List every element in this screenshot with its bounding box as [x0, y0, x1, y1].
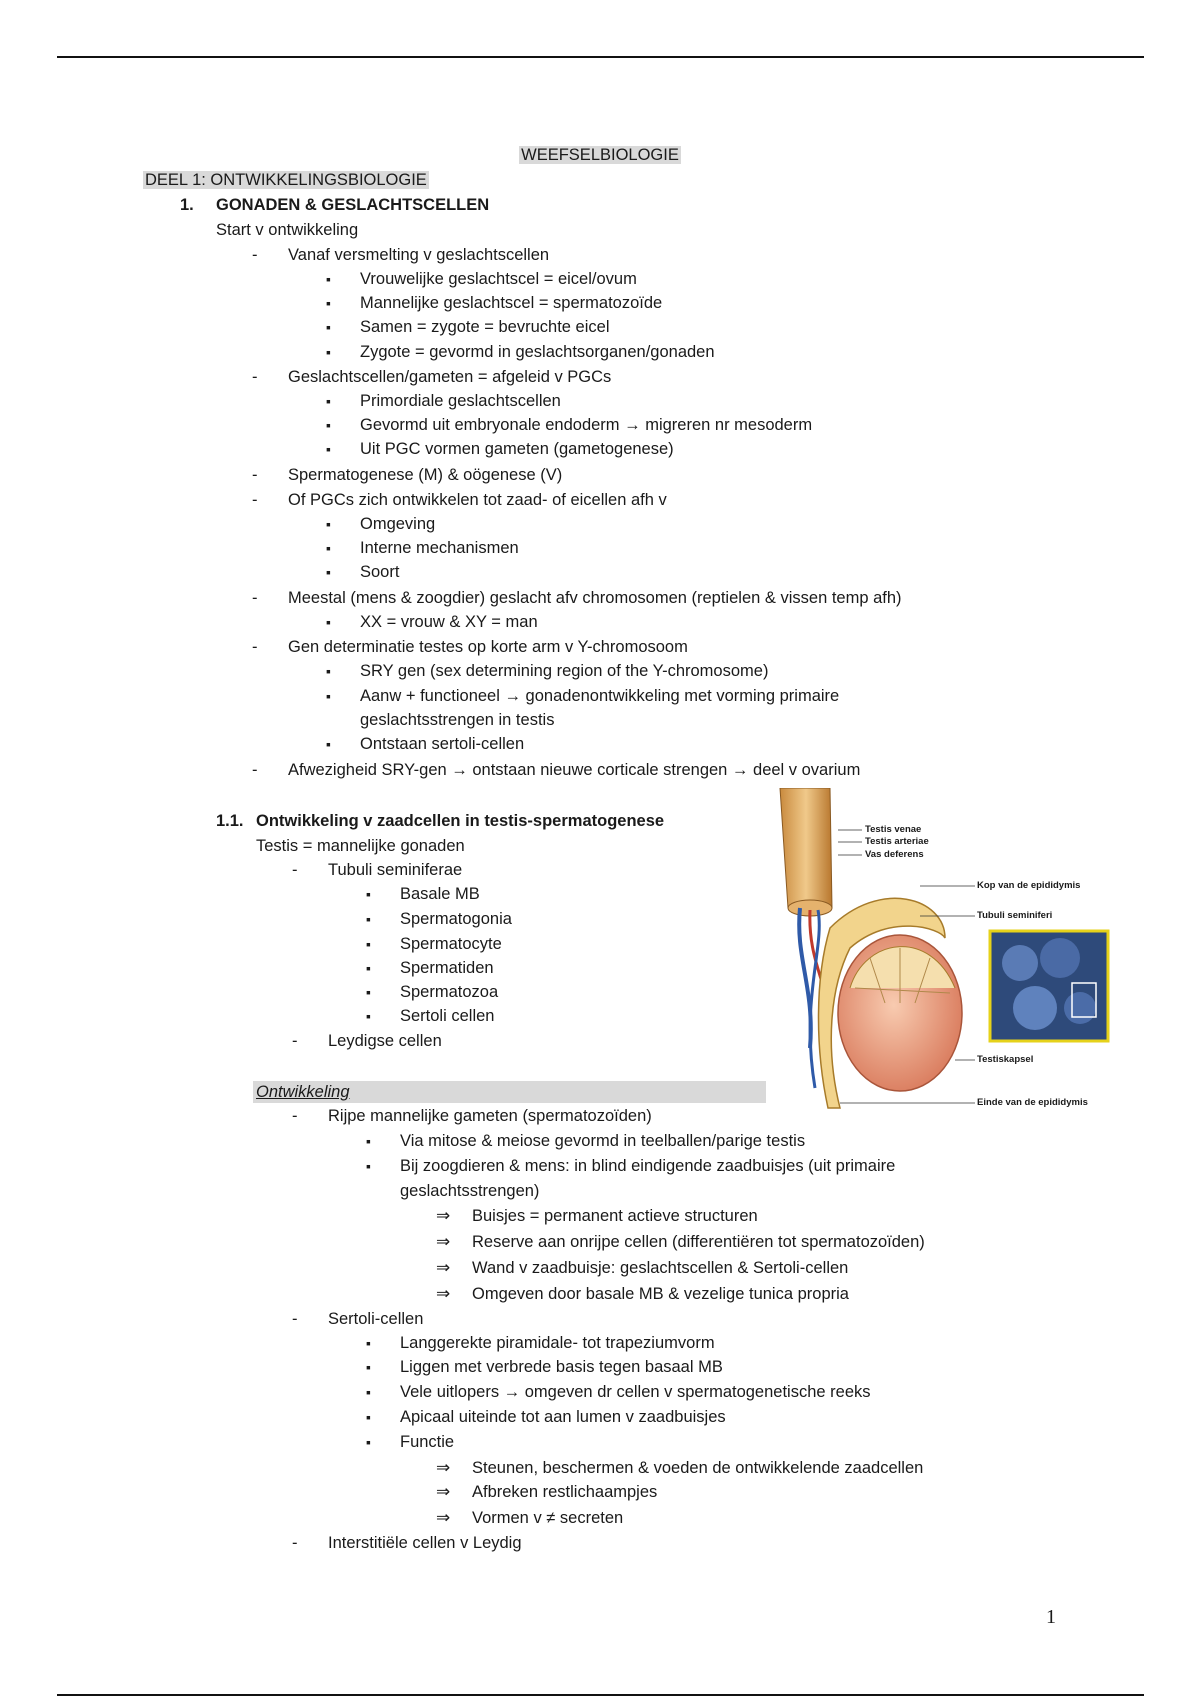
label-testiskapsel: Testiskapsel [977, 1054, 1034, 1065]
list-item: ▪ XX = vrouw & XY = man [360, 612, 538, 632]
list-item-continuation: geslachtsstrengen) [400, 1182, 540, 1200]
list-item: ▪ Bij zoogdieren & mens: in blind eindigende zaadbuisjes (uit primaire [400, 1156, 895, 1176]
list-item: ▪ Interne mechanismen [360, 538, 519, 558]
list-item: - Sertoli-cellen [328, 1309, 423, 1329]
list-item: ▪ Aanw + functioneel → gonadenontwikkeling met vorming primaire [360, 686, 839, 706]
section-1-1-number: 1.1. [216, 812, 244, 830]
list-item: ▪ Via mitose & meiose gevormd in teelballen/parige testis [400, 1131, 805, 1151]
list-item: ▪ Apicaal uiteinde tot aan lumen v zaadbuisjes [400, 1407, 726, 1427]
label-vas-deferens: Vas deferens [865, 849, 924, 860]
page-number: 1 [1046, 1606, 1056, 1628]
list-item: - Rijpe mannelijke gameten (spermatozoïden) [328, 1106, 652, 1126]
part-heading: DEEL 1: ONTWIKKELINGSBIOLOGIE [145, 171, 427, 189]
section-1-intro: Start v ontwikkeling [216, 221, 359, 239]
list-item: ⇒ Wand v zaadbuisje: geslachtscellen & Sertoli-cellen [472, 1258, 848, 1278]
label-testis-arteriae: Testis arteriae [865, 836, 929, 847]
list-item: ▪ Omgeving [360, 514, 435, 534]
list-item: ⇒ Buisjes = permanent actieve structuren [472, 1206, 758, 1226]
list-item: - Interstitiële cellen v Leydig [328, 1533, 522, 1553]
list-item: ▪ Vrouwelijke geslachtscel = eicel/ovum [360, 269, 637, 289]
list-item: ▪ Samen = zygote = bevruchte eicel [360, 317, 609, 337]
bottom-rule [57, 1694, 1144, 1696]
list-item: ▪ Sertoli cellen [400, 1006, 494, 1026]
doc-title: WEEFSELBIOLOGIE [521, 146, 679, 164]
list-item: - Gen determinatie testes op korte arm v Y-chromosoom [288, 637, 688, 657]
top-rule [57, 56, 1144, 58]
section-1-heading: GONADEN & GESLACHTSCELLEN [216, 196, 490, 214]
list-item: ▪ Langgerekte piramidale- tot trapeziumvorm [400, 1333, 715, 1353]
list-item: ▪ Spermatozoa [400, 982, 498, 1002]
testis-illustration [770, 788, 1120, 1118]
list-item: ▪ Vele uitlopers → omgeven dr cellen v spermatogenetische reeks [400, 1382, 871, 1402]
label-testis-venae: Testis venae [865, 824, 922, 835]
section-1-1-intro: Testis = mannelijke gonaden [256, 837, 465, 855]
section-1-1-heading: Ontwikkeling v zaadcellen in testis-spermatogenese [256, 812, 665, 830]
list-item: ▪ Spermatogonia [400, 909, 512, 929]
list-item: ▪ Functie [400, 1432, 454, 1452]
list-item: ▪ Liggen met verbrede basis tegen basaal MB [400, 1357, 723, 1377]
label-tubuli-seminiferi: Tubuli seminiferi [977, 910, 1053, 921]
testis-drawing [770, 788, 1120, 1118]
list-item: ▪ Soort [360, 562, 399, 582]
list-item: ▪ Zygote = gevormd in geslachtsorganen/gonaden [360, 342, 715, 362]
list-item: ⇒ Steunen, beschermen & voeden de ontwikkelende zaadcellen [472, 1458, 923, 1478]
list-item: ▪ SRY gen (sex determining region of the Y-chromosome) [360, 661, 768, 681]
list-item: ⇒ Vormen v ≠ secreten [472, 1508, 623, 1528]
list-item: ▪ Mannelijke geslachtscel = spermatozoïde [360, 293, 662, 313]
list-item: ▪ Ontstaan sertoli-cellen [360, 734, 524, 754]
list-item: ⇒ Omgeven door basale MB & vezelige tunica propria [472, 1284, 849, 1304]
list-item-continuation: geslachtsstrengen in testis [360, 711, 555, 729]
label-kop-epididymis: Kop van de epididymis [977, 880, 1081, 891]
list-item: - Of PGCs zich ontwikkelen tot zaad- of eicellen afh v [288, 490, 667, 510]
section-1-number: 1. [180, 196, 194, 214]
list-item: ▪ Gevormd uit embryonale endoderm → migreren nr mesoderm [360, 415, 812, 435]
subheading-ontwikkeling: Ontwikkeling [256, 1083, 350, 1101]
list-item: - Tubuli seminiferae [328, 860, 462, 880]
list-item: ▪ Primordiale geslachtscellen [360, 391, 561, 411]
list-item: ▪ Uit PGC vormen gameten (gametogenese) [360, 439, 674, 459]
list-item: ⇒ Afbreken restlichaampjes [472, 1482, 657, 1502]
list-item: ▪ Basale MB [400, 884, 480, 904]
list-item: - Afwezigheid SRY-gen → ontstaan nieuwe corticale strengen → deel v ovarium [288, 760, 860, 780]
list-item: ▪ Spermatocyte [400, 934, 502, 954]
list-item: - Spermatogenese (M) & oögenese (V) [288, 465, 562, 485]
list-item: - Leydigse cellen [328, 1031, 442, 1051]
label-einde-epididymis: Einde van de epididymis [977, 1097, 1088, 1108]
list-item: - Vanaf versmelting v geslachtscellen [288, 245, 549, 265]
list-item: ⇒ Reserve aan onrijpe cellen (differentiëren tot spermatozoïden) [472, 1232, 925, 1252]
list-item: - Meestal (mens & zoogdier) geslacht afv chromosomen (reptielen & vissen temp afh) [288, 588, 902, 608]
list-item: ▪ Spermatiden [400, 958, 494, 978]
list-item: - Geslachtscellen/gameten = afgeleid v PGCs [288, 367, 611, 387]
